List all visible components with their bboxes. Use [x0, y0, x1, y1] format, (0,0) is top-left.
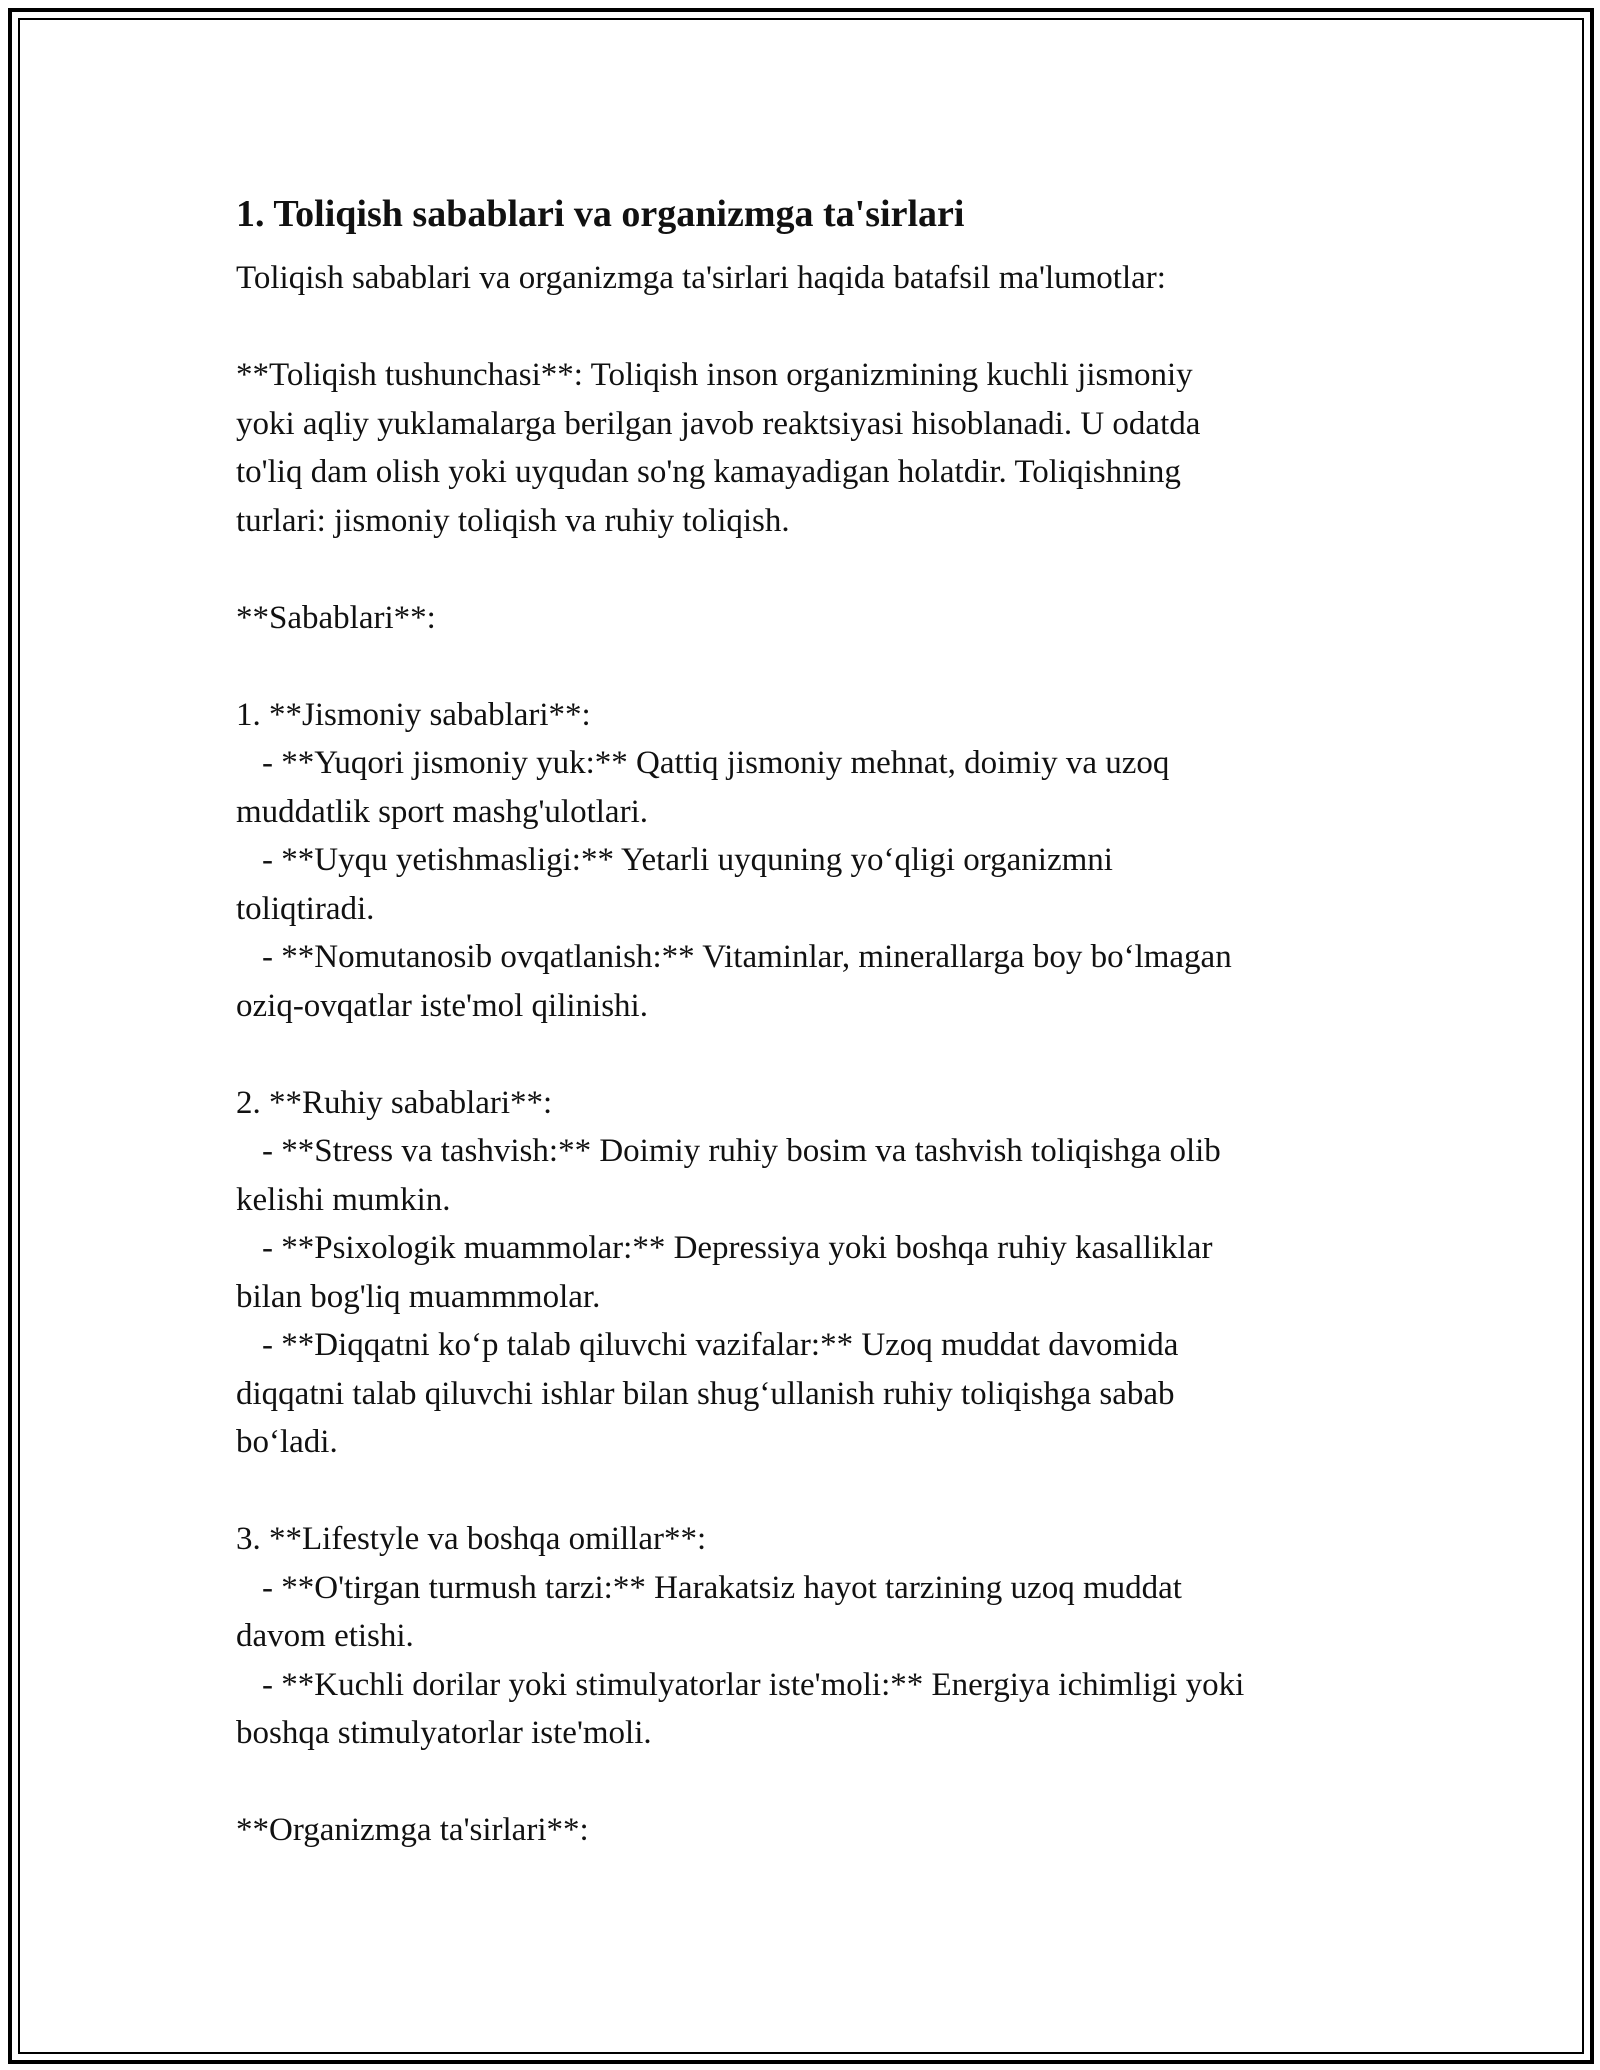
mental-item-2-line-1: - **Psixologik muammolar:** Depressiya yoki boshqa ruhiy kasalliklar — [262, 1230, 1213, 1266]
blank-line — [236, 642, 1386, 691]
lifestyle-item-1-line-1: - **O'tirgan turmush tarzi:** Harakatsiz hayot tarzining uzoq muddat — [262, 1569, 1182, 1606]
physical-item-3-line-1: - **Nomutanosib ovqatlanish:** Vitaminlar, minerallarga boy bo‘lmagan — [262, 939, 1232, 975]
blank-line — [236, 1467, 1386, 1516]
lifestyle-item-1-line-2: davom etishi. — [236, 1618, 414, 1654]
concept-line: turlari: jismoniy toliqish va ruhiy toliqish. — [236, 502, 790, 539]
mental-item-1-line-2: kelishi mumkin. — [236, 1181, 451, 1218]
mental-item-3-line-3: bo‘ladi. — [236, 1424, 338, 1460]
blank-line — [236, 545, 1386, 594]
document-body — [236, 188, 1386, 1855]
physical-heading: 1. **Jismoniy sabablari**: — [236, 696, 591, 733]
document-title: 1. Toliqish sabablari va organizmga ta'sirlari — [236, 193, 965, 235]
physical-item-3-line-2: oziq-ovqatlar iste'mol qilinishi. — [236, 987, 648, 1024]
physical-item-2-line-1: - **Uyqu yetishmasligi:** Yetarli uyquning yo‘qligi organizmni — [262, 842, 1113, 878]
concept-line: yoki aqliy yuklamalarga berilgan javob reaktsiyasi hisoblanadi. U odatda — [236, 405, 1201, 442]
causes-heading: **Sabablari**: — [236, 599, 436, 636]
physical-item-1-line-2: muddatlik sport mashg'ulotlari. — [236, 793, 648, 830]
effects-heading: **Organizmga ta'sirlari**: — [236, 1812, 589, 1848]
lifestyle-item-2-line-2: boshqa stimulyatorlar iste'moli. — [236, 1715, 652, 1751]
blank-line — [236, 1758, 1386, 1807]
mental-item-1-line-1: - **Stress va tashvish:** Doimiy ruhiy bosim va tashvish toliqishga olib — [262, 1133, 1221, 1169]
physical-item-2-line-2: toliqtiradi. — [236, 890, 375, 927]
concept-line: to'liq dam olish yoki uyqudan so'ng kamayadigan holatdir. Toliqishning — [236, 454, 1181, 490]
document-text — [236, 254, 1386, 1855]
mental-item-3-line-2: diqqatni talab qiluvchi ishlar bilan shug‘ullanish ruhiy toliqishga sabab — [236, 1375, 1175, 1412]
mental-heading: 2. **Ruhiy sabablari**: — [236, 1084, 553, 1121]
concept-line: **Toliqish tushunchasi**: Toliqish inson organizmining kuchli jismoniy — [236, 357, 1193, 393]
lifestyle-item-2-line-1: - **Kuchli dorilar yoki stimulyatorlar iste'moli:** Energiya ichimligi yoki — [262, 1666, 1245, 1703]
intro-line: Toliqish sabablari va organizmga ta'sirlari haqida batafsil ma'lumotlar: — [236, 260, 1166, 296]
lifestyle-heading: 3. **Lifestyle va boshqa omillar**: — [236, 1521, 707, 1557]
mental-item-3-line-1: - **Diqqatni ko‘p talab qiluvchi vazifalar:** Uzoq muddat davomida — [262, 1327, 1179, 1363]
mental-item-2-line-2: bilan bog'liq muammmolar. — [236, 1278, 601, 1315]
blank-line — [236, 303, 1386, 352]
blank-line — [236, 1030, 1386, 1079]
physical-item-1-line-1: - **Yuqori jismoniy yuk:** Qattiq jismoniy mehnat, doimiy va uzoq — [262, 745, 1170, 781]
